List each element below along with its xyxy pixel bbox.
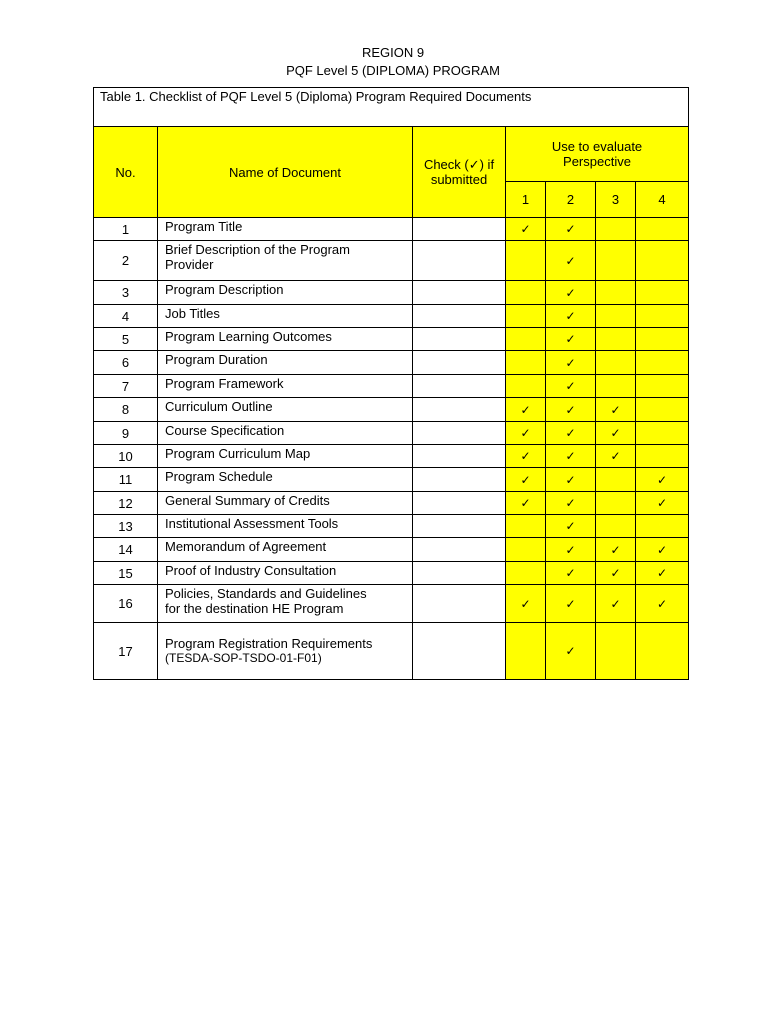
document-name-line: Memorandum of Agreement	[165, 539, 327, 554]
submitted-checkbox-cell[interactable]	[413, 562, 506, 585]
perspective-4-cell	[636, 281, 689, 305]
perspective-3-cell	[596, 515, 636, 538]
checkmark-icon: ✓	[656, 566, 668, 580]
checkmark-icon: ✓	[565, 566, 576, 580]
perspective-4-cell	[636, 538, 689, 562]
perspective-4-cell	[636, 468, 689, 492]
checkmark-icon: ✓	[565, 309, 576, 323]
table-row	[94, 305, 689, 328]
submitted-checkbox-cell[interactable]	[413, 305, 506, 328]
checkmark-icon: ✓	[565, 332, 576, 346]
submitted-checkbox-cell[interactable]	[413, 218, 506, 241]
row-number: 4	[94, 305, 158, 328]
perspective-4-cell	[636, 398, 689, 422]
document-name-line: Institutional Assessment Tools	[165, 516, 339, 531]
perspective-4-cell	[636, 351, 689, 375]
document-name-line: Job Titles	[165, 306, 220, 321]
table-row	[94, 398, 689, 422]
checkmark-icon: ✓	[565, 542, 576, 557]
checkmark-icon: ✓	[565, 596, 576, 611]
checkmark-icon: ✓	[565, 472, 576, 487]
perspective-3-cell	[596, 538, 636, 562]
document-name	[158, 562, 413, 585]
row-number: 11	[94, 468, 158, 492]
table-row	[94, 623, 689, 680]
submitted-checkbox-cell[interactable]	[413, 445, 506, 468]
perspective-4-cell	[636, 375, 689, 398]
table-caption: Table 1. Checklist of PQF Level 5 (Diploma) Program Required Documents	[94, 88, 689, 127]
row-number: 14	[94, 538, 158, 562]
perspective-2-cell	[546, 241, 596, 281]
document-name-line: Program Learning Outcomes	[165, 329, 332, 344]
perspective-1-cell	[506, 422, 546, 445]
check-header-line-1: Check (✓) if	[423, 157, 495, 172]
checkmark-icon: ✓	[656, 496, 668, 510]
perspective-4-cell	[636, 328, 689, 351]
checkmark-icon: ✓	[520, 449, 531, 463]
perspective-2-cell	[546, 351, 596, 375]
perspective-4-cell	[636, 445, 689, 468]
document-code: (TESDA-SOP-TSDO-01-F01)	[165, 651, 322, 665]
row-number: 13	[94, 515, 158, 538]
perspective-2-cell	[546, 218, 596, 241]
perspective-3-cell	[596, 218, 636, 241]
column-header-document-name: Name of Document	[158, 127, 413, 218]
perspective-4-cell	[636, 515, 689, 538]
perspective-2-cell	[546, 305, 596, 328]
row-number: 2	[94, 241, 158, 281]
check-header-line-2: submitted	[430, 172, 488, 187]
document-name	[158, 468, 413, 492]
table-row	[94, 422, 689, 445]
document-region-heading: REGION 9	[361, 45, 425, 60]
document-name-line: Provider	[165, 257, 214, 272]
perspective-header-2: 2	[546, 182, 596, 218]
perspective-1-cell	[506, 468, 546, 492]
perspective-3-cell	[596, 398, 636, 422]
perspective-3-cell	[596, 241, 636, 281]
perspective-2-cell	[546, 445, 596, 468]
document-name-line: Brief Description of the Program	[165, 242, 350, 257]
perspective-2-cell	[546, 375, 596, 398]
document-name-line: Curriculum Outline	[165, 399, 273, 414]
document-name	[158, 241, 413, 281]
checkmark-icon: ✓	[565, 253, 576, 268]
perspective-3-cell	[596, 328, 636, 351]
checkmark-icon: ✓	[565, 402, 576, 417]
row-number: 1	[94, 218, 158, 241]
perspective-2-cell	[546, 468, 596, 492]
table-row	[94, 351, 689, 375]
checkmark-icon: ✓	[610, 566, 621, 580]
checkmark-icon: ✓	[520, 402, 531, 417]
submitted-checkbox-cell[interactable]	[413, 351, 506, 375]
perspective-header-4: 4	[636, 182, 689, 218]
submitted-checkbox-cell[interactable]	[413, 492, 506, 515]
checkmark-icon: ✓	[565, 644, 576, 658]
perspective-2-cell	[546, 538, 596, 562]
checkmark-icon: ✓	[656, 542, 668, 557]
document-name	[158, 375, 413, 398]
submitted-checkbox-cell[interactable]	[413, 623, 506, 680]
perspective-3-cell	[596, 305, 636, 328]
table-row	[94, 445, 689, 468]
table-row	[94, 585, 689, 623]
perspective-header-1: 1	[506, 182, 546, 218]
submitted-checkbox-cell[interactable]	[413, 538, 506, 562]
document-name-line: Program Title	[165, 219, 243, 234]
document-name-line: Program Description	[165, 282, 284, 297]
perspective-4-cell	[636, 562, 689, 585]
table-row	[94, 241, 689, 281]
table-row	[94, 515, 689, 538]
perspective-header-3: 3	[596, 182, 636, 218]
perspective-3-cell	[596, 422, 636, 445]
perspective-1-cell	[506, 515, 546, 538]
perspective-4-cell	[636, 585, 689, 623]
table-row	[94, 328, 689, 351]
document-name-line: Program Curriculum Map	[165, 446, 311, 461]
perspective-1-cell	[506, 351, 546, 375]
checkmark-icon: ✓	[565, 222, 576, 236]
perspective-2-cell	[546, 623, 596, 680]
document-name	[158, 398, 413, 422]
document-name-line: for the destination HE Program	[165, 601, 344, 616]
checklist-table	[93, 87, 689, 680]
submitted-checkbox-cell[interactable]	[413, 515, 506, 538]
perspective-3-cell	[596, 562, 636, 585]
checkmark-icon: ✓	[656, 472, 668, 487]
perspective-4-cell	[636, 492, 689, 515]
perspective-4-cell	[636, 422, 689, 445]
document-name-line: Policies, Standards and Guidelines	[165, 586, 367, 601]
table-row	[94, 492, 689, 515]
perspective-1-cell	[506, 398, 546, 422]
column-header-check-if-submitted	[413, 127, 506, 218]
checkmark-icon: ✓	[565, 519, 576, 533]
row-number: 10	[94, 445, 158, 468]
document-name	[158, 281, 413, 305]
perspective-3-cell	[596, 375, 636, 398]
checkmark-icon: ✓	[565, 426, 576, 440]
document-name	[158, 492, 413, 515]
checkmark-icon: ✓	[520, 472, 531, 487]
submitted-checkbox-cell[interactable]	[413, 375, 506, 398]
row-number: 5	[94, 328, 158, 351]
table-row	[94, 218, 689, 241]
submitted-checkbox-cell[interactable]	[413, 585, 506, 623]
document-program-heading: PQF Level 5 (DIPLOMA) PROGRAM	[286, 63, 500, 78]
perspective-2-cell	[546, 585, 596, 623]
perspective-4-cell	[636, 218, 689, 241]
document-name-line: Program Schedule	[165, 469, 273, 484]
perspective-2-cell	[546, 422, 596, 445]
checkmark-icon: ✓	[565, 449, 576, 463]
perspective-3-cell	[596, 281, 636, 305]
checkmark-icon: ✓	[520, 222, 531, 236]
perspective-4-cell	[636, 305, 689, 328]
perspective-1-cell	[506, 305, 546, 328]
document-name	[158, 623, 413, 680]
perspective-3-cell	[596, 445, 636, 468]
row-number: 17	[94, 623, 158, 680]
row-number: 12	[94, 492, 158, 515]
perspective-1-cell	[506, 328, 546, 351]
perspective-3-cell	[596, 351, 636, 375]
perspective-2-cell	[546, 492, 596, 515]
document-name	[158, 422, 413, 445]
checkmark-icon: ✓	[565, 285, 576, 300]
checkmark-icon: ✓	[565, 379, 576, 393]
perspective-1-cell	[506, 492, 546, 515]
use-header-line-2: Perspective	[563, 154, 631, 169]
perspective-1-cell	[506, 218, 546, 241]
perspective-1-cell	[506, 375, 546, 398]
perspective-2-cell	[546, 328, 596, 351]
checkmark-icon: ✓	[520, 426, 531, 440]
checkmark-icon: ✓	[565, 496, 576, 510]
document-name-line: Proof of Industry Consultation	[165, 563, 337, 578]
perspective-1-cell	[506, 538, 546, 562]
submitted-checkbox-cell[interactable]	[413, 468, 506, 492]
perspective-2-cell	[546, 562, 596, 585]
checkmark-icon: ✓	[610, 542, 621, 557]
table-row	[94, 375, 689, 398]
document-name	[158, 328, 413, 351]
perspective-4-cell	[636, 623, 689, 680]
row-number: 7	[94, 375, 158, 398]
table-row	[94, 562, 689, 585]
document-name	[158, 218, 413, 241]
submitted-checkbox-cell[interactable]	[413, 241, 506, 281]
perspective-1-cell	[506, 562, 546, 585]
checkmark-icon: ✓	[610, 449, 621, 463]
row-number: 9	[94, 422, 158, 445]
perspective-3-cell	[596, 585, 636, 623]
document-name-line: Program Duration	[165, 352, 268, 367]
row-number: 8	[94, 398, 158, 422]
table-row	[94, 468, 689, 492]
column-header-use-to-evaluate	[506, 127, 689, 182]
document-name	[158, 515, 413, 538]
table-row	[94, 281, 689, 305]
perspective-1-cell	[506, 445, 546, 468]
checkmark-icon: ✓	[610, 596, 621, 611]
checkmark-icon: ✓	[520, 496, 531, 510]
submitted-checkbox-cell[interactable]	[413, 422, 506, 445]
document-name-line: Course Specification	[165, 423, 285, 438]
perspective-3-cell	[596, 623, 636, 680]
row-number: 6	[94, 351, 158, 375]
document-name	[158, 305, 413, 328]
document-name-line: Program Framework	[165, 376, 284, 391]
checkmark-icon: ✓	[656, 596, 668, 611]
perspective-1-cell	[506, 281, 546, 305]
perspective-3-cell	[596, 468, 636, 492]
use-header-line-1: Use to evaluate	[551, 139, 643, 154]
table-row	[94, 538, 689, 562]
document-name-line: General Summary of Credits	[165, 493, 330, 508]
checkmark-icon: ✓	[610, 402, 621, 417]
perspective-2-cell	[546, 398, 596, 422]
document-name-line: Program Registration Requirements	[165, 636, 373, 651]
perspective-2-cell	[546, 281, 596, 305]
column-header-no: No.	[94, 127, 158, 218]
checkmark-icon: ✓	[565, 355, 576, 370]
perspective-2-cell	[546, 515, 596, 538]
document-name	[158, 351, 413, 375]
submitted-checkbox-cell[interactable]	[413, 281, 506, 305]
row-number: 16	[94, 585, 158, 623]
document-name	[158, 445, 413, 468]
checkmark-icon: ✓	[610, 426, 621, 440]
document-name	[158, 585, 413, 623]
row-number: 15	[94, 562, 158, 585]
checkmark-icon: ✓	[520, 596, 531, 611]
perspective-4-cell	[636, 241, 689, 281]
document-name	[158, 538, 413, 562]
perspective-3-cell	[596, 492, 636, 515]
perspective-1-cell	[506, 623, 546, 680]
row-number: 3	[94, 281, 158, 305]
submitted-checkbox-cell[interactable]	[413, 328, 506, 351]
perspective-1-cell	[506, 241, 546, 281]
perspective-1-cell	[506, 585, 546, 623]
submitted-checkbox-cell[interactable]	[413, 398, 506, 422]
